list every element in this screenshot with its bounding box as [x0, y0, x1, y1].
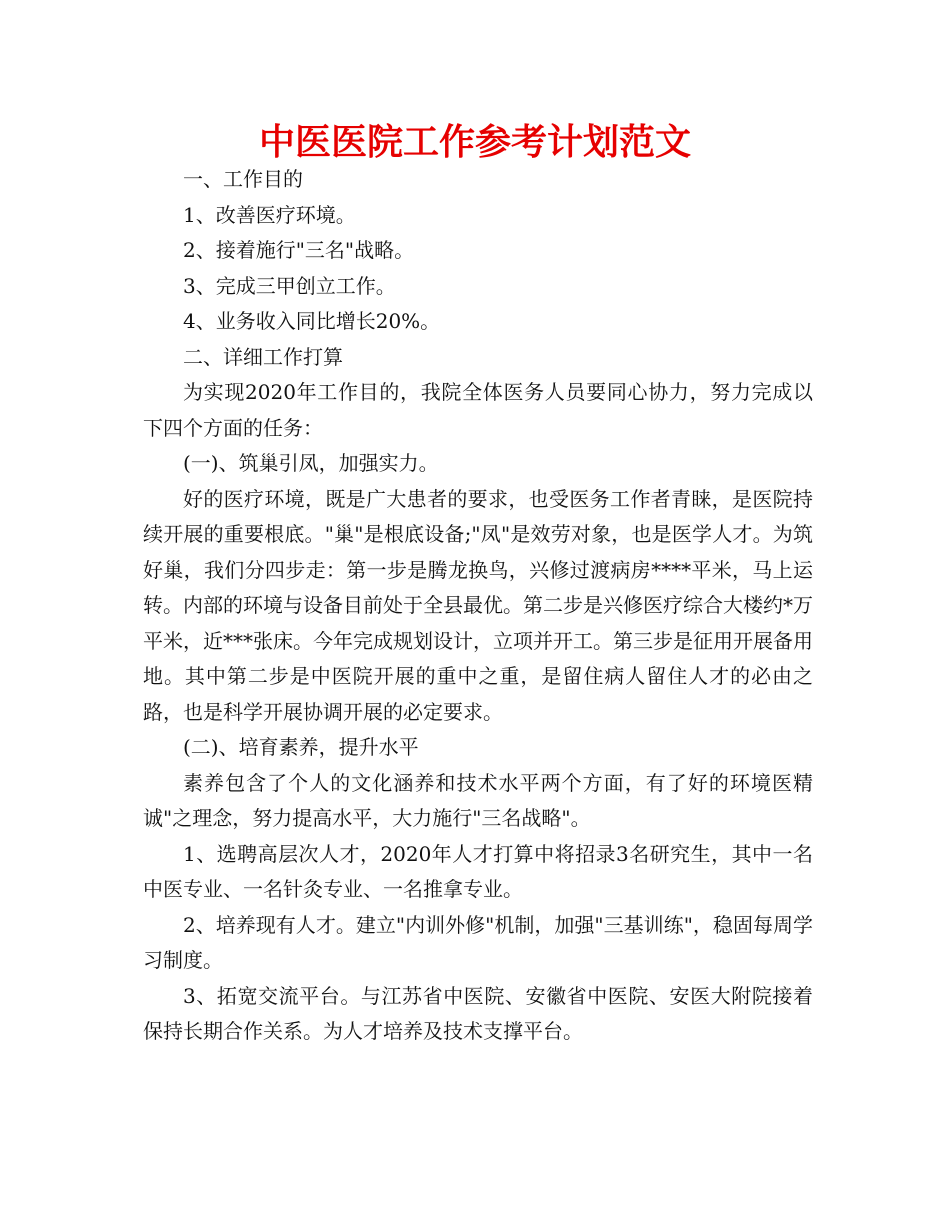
- list-item: 3、完成三甲创立工作。: [183, 273, 396, 298]
- document-body: [143, 162, 813, 1050]
- document-title: 中医医院工作参考计划范文: [258, 122, 691, 163]
- subsection-heading: (一)、筑巢引凤，加强实力。: [183, 451, 439, 475]
- list-item: 3、拓宽交流平台。与江苏省中医院、安徽省中医院、安医大附院接着保持长期合作关系。为人才培养及技术支撑平台。: [143, 983, 813, 1043]
- list-item: 2、接着施行"三名"战略。: [183, 238, 415, 262]
- subsection-heading: (二)、培育素养，提升水平: [183, 735, 419, 759]
- list-item: 2、培养现有人才。建立"内训外修"机制，加强"三基训练"，稳固每周学习制度。: [143, 912, 813, 972]
- list-item: 1、选聘高层次人才，2020年人才打算中将招录3名研究生，其中一名中医专业、一名针灸专业、一名推拿专业。: [143, 841, 813, 901]
- section-heading: 一、工作目的: [183, 167, 303, 191]
- section-heading: 二、详细工作打算: [183, 344, 343, 369]
- paragraph: 好的医疗环境，既是广大患者的要求，也受医务工作者青睐，是医院持续开展的重要根底。"巢"是根底设备;"凤"是效劳对象，也是医学人才。为筑好巢，我们分四步走：第一步是腾龙换鸟，兴修过渡病房****平米，马上运转。内部的环境与设备目前处于全县最优。第二步是兴修医疗综合大楼约*万平米，近***张床。今年完成规划设计，立项并开工。第三步是征用开展备用地。其中第二步是中医院开展的重中之重，是留住病人留住人才的必由之路，也是科学开展协调开展的必定要求。: [143, 486, 813, 724]
- paragraph: 为实现2020年工作目的，我院全体医务人员要同心协力，努力完成以下四个方面的任务：: [143, 380, 813, 440]
- list-item: 4、业务收入同比增长20%。: [183, 309, 441, 333]
- paragraph: 素养包含了个人的文化涵养和技术水平两个方面，有了好的环境医精诚"之理念，努力提高水平，大力施行"三名战略"。: [143, 770, 813, 830]
- list-item: 1、改善医疗环境。: [183, 202, 356, 227]
